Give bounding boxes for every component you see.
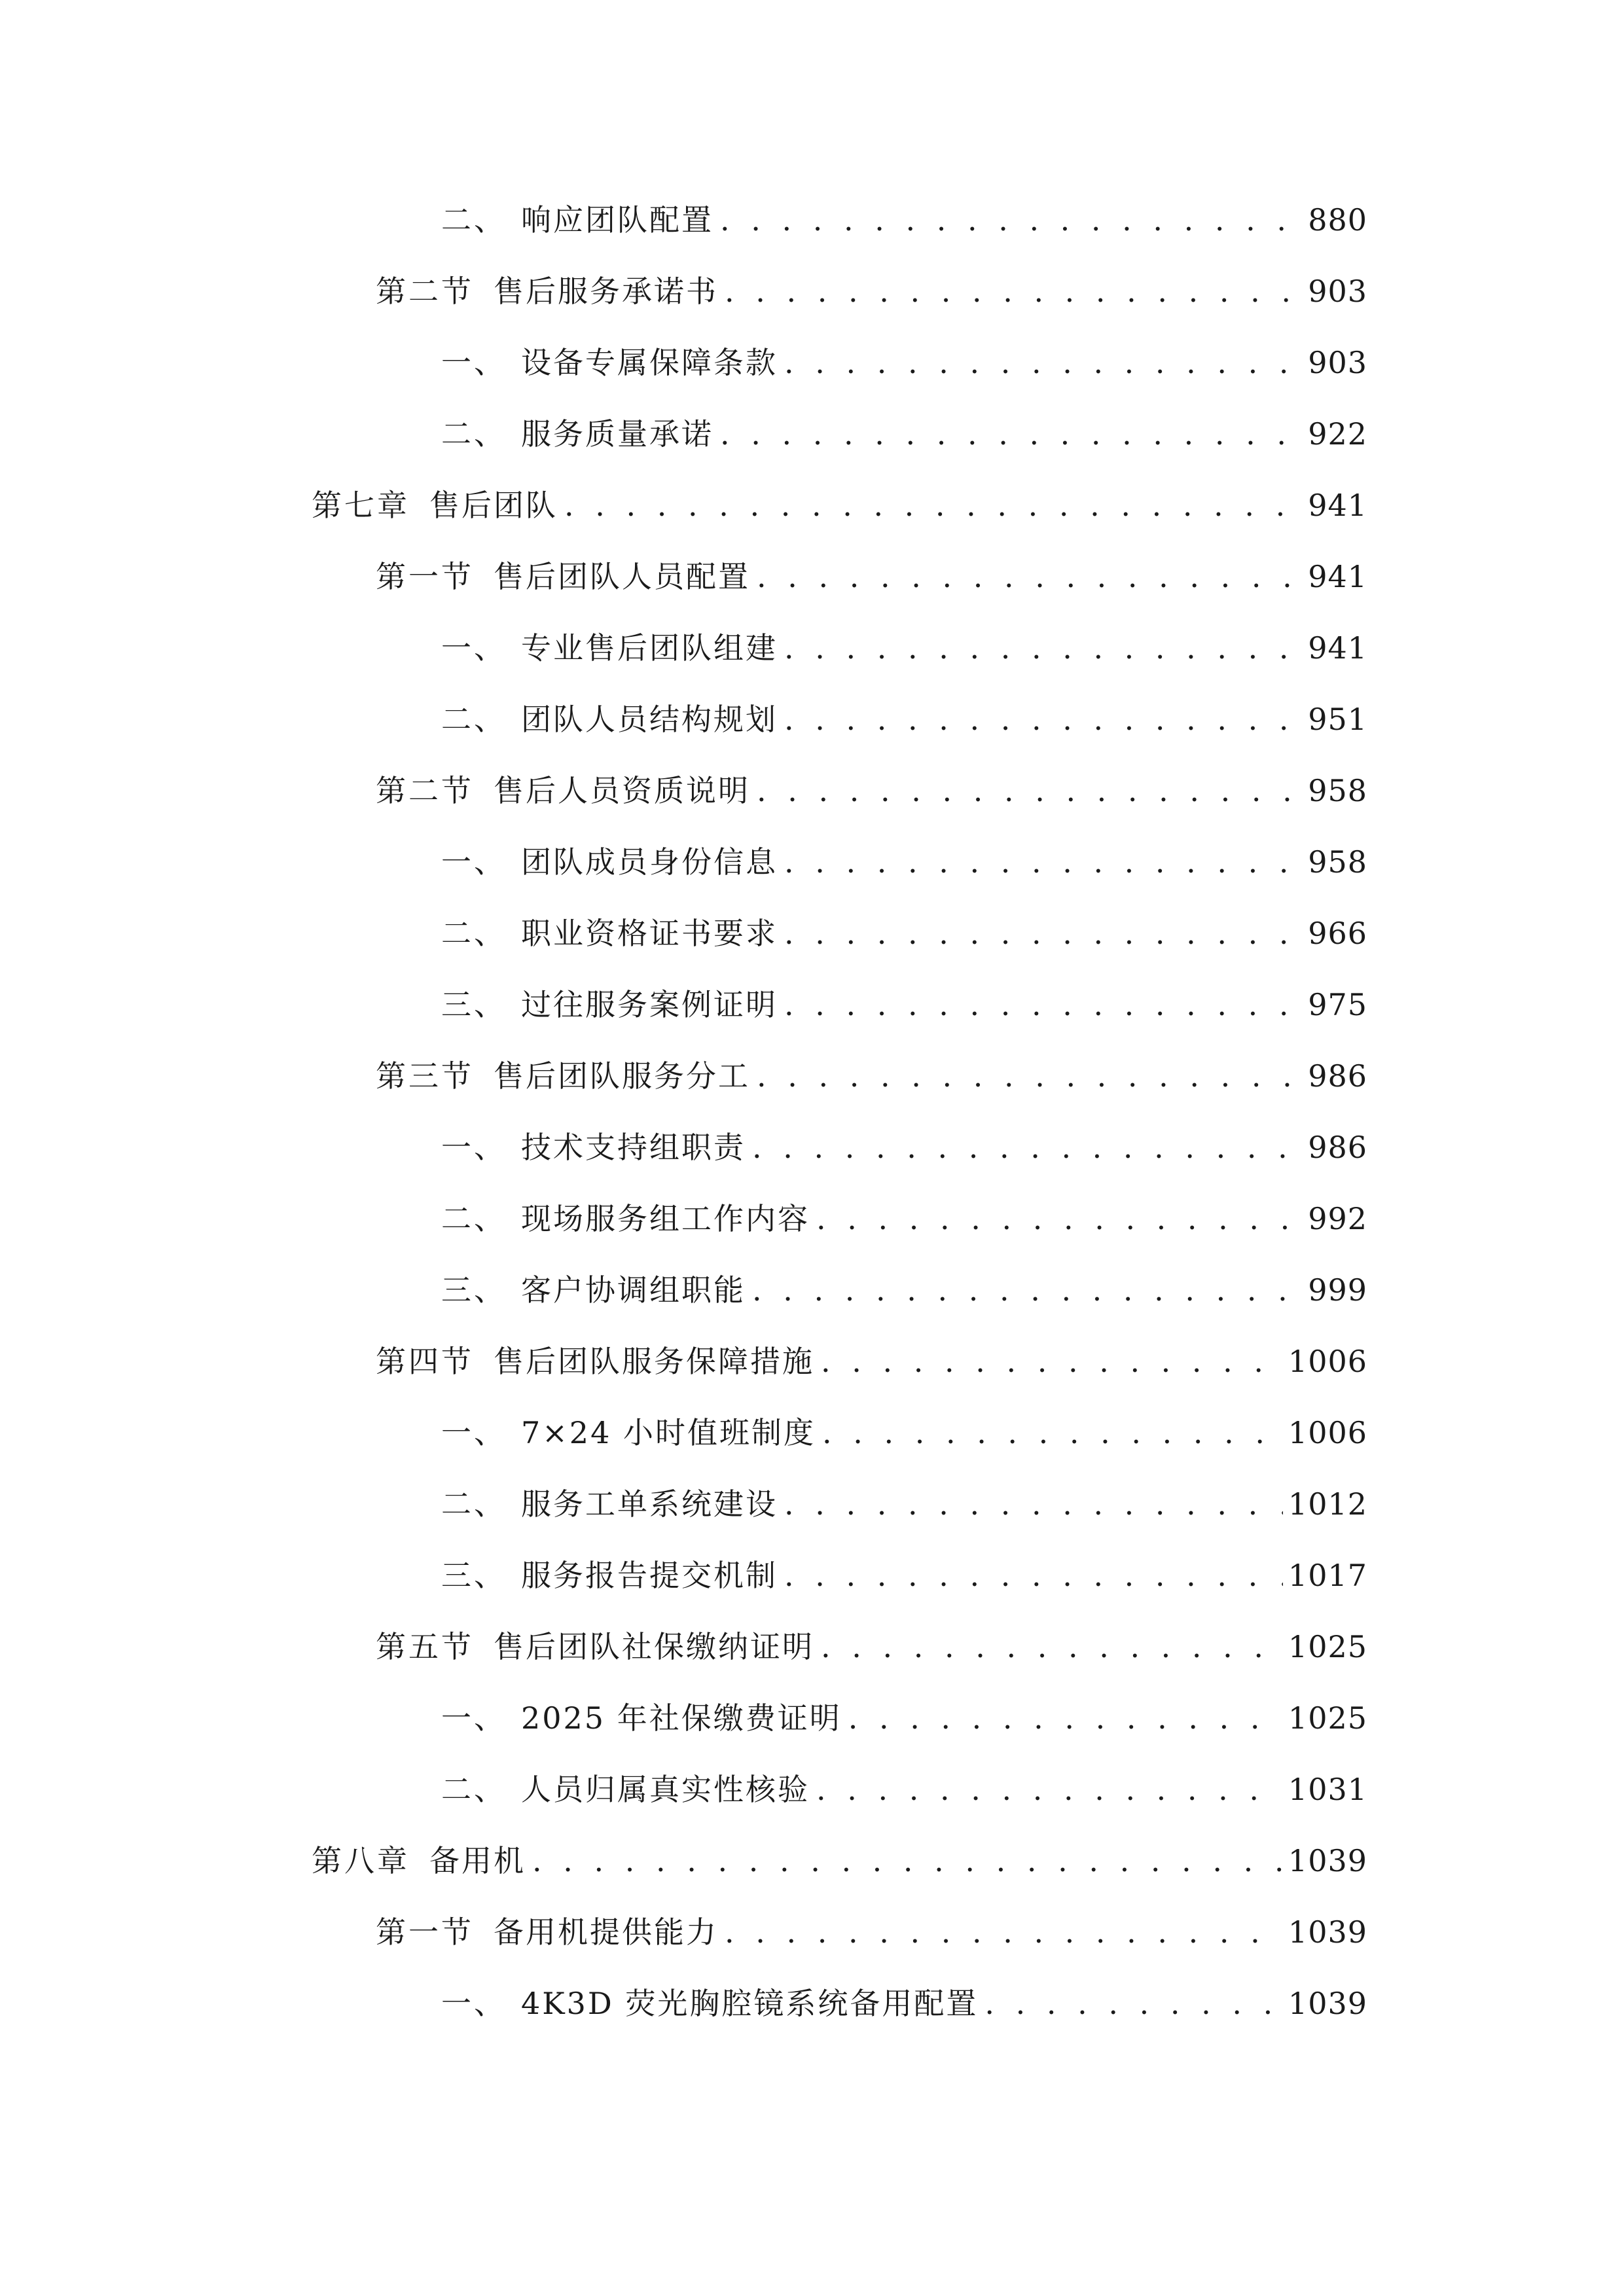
toc-entry-page: 1025 [1288,1629,1367,1664]
toc-entry-number: 二、 [441,1486,507,1522]
toc-entry-number: 第一节 [376,1914,474,1950]
toc-dot-leader [784,693,1303,745]
toc-entry[interactable] [0,1121,1624,1174]
toc-entry[interactable] [0,764,1624,817]
toc-entry-page: 1039 [1288,1843,1367,1878]
toc-entry-title: 备用机 [429,1843,526,1878]
toc-entry-page: 903 [1308,274,1367,309]
toc-entry-page: 1039 [1288,1986,1367,2021]
toc-entry-page: 1006 [1288,1344,1367,1379]
toc-entry-title: 过往服务案例证明 [521,987,778,1022]
toc-entry[interactable] [0,408,1624,460]
toc-entry-title: 客户协调组职能 [521,1272,746,1308]
toc-entry-title: 售后服务承诺书 [494,274,718,309]
toc-dot-leader [757,764,1303,817]
toc-entry-page: 941 [1308,630,1367,666]
toc-entry-number: 一、 [441,1700,507,1736]
toc-entry-number: 第一节 [376,559,474,594]
toc-entry-number: 一、 [441,630,507,666]
toc-entry-number: 一、 [441,844,507,880]
toc-entry[interactable] [0,1050,1624,1102]
toc-entry-title: 服务工单系统建设 [521,1486,778,1522]
toc-dot-leader [816,1763,1283,1816]
toc-entry-number: 一、 [441,1130,507,1165]
toc-entry-number: 第四节 [376,1344,474,1379]
toc-entry-title: 现场服务组工作内容 [521,1201,810,1236]
toc-dot-leader [752,1264,1303,1316]
toc-entry[interactable] [0,1763,1624,1816]
toc-entry[interactable] [0,1621,1624,1673]
toc-entry-page: 941 [1308,488,1367,523]
toc-entry-page: 1006 [1288,1415,1367,1450]
toc-entry-number: 三、 [441,987,507,1022]
toc-entry[interactable] [0,622,1624,674]
toc-entry-title: 设备专属保障条款 [521,345,778,380]
toc-entry[interactable] [0,978,1624,1031]
toc-entry-number: 一、 [441,1415,507,1450]
toc-dot-leader [757,1050,1303,1102]
toc-entry-title: 售后团队人员配置 [494,559,750,594]
toc-entry-number: 三、 [441,1272,507,1308]
toc-entry-title: 售后团队社保缴纳证明 [494,1629,814,1664]
toc-entry[interactable] [0,550,1624,603]
toc-entry-title: 响应团队配置 [521,202,713,238]
toc-entry-number: 三、 [441,1558,507,1593]
toc-dot-leader [720,408,1303,460]
toc-entry-page: 903 [1308,345,1367,380]
toc-entry-page: 951 [1308,702,1367,737]
toc-entry-title: 技术支持组职责 [521,1130,746,1165]
toc-entry[interactable] [0,1549,1624,1602]
toc-dot-leader [984,1977,1283,2030]
toc-entry[interactable] [0,479,1624,531]
toc-entry-page: 922 [1308,416,1367,452]
toc-entry-number: 第七章 [312,488,410,523]
toc-entry-title: 7×24 小时值班制度 [521,1415,816,1450]
toc-entry-page: 999 [1308,1272,1367,1308]
toc-dot-leader [725,1906,1283,1958]
toc-entry[interactable] [0,194,1624,246]
toc-dot-leader [564,479,1303,531]
toc-entry-number: 二、 [441,1772,507,1807]
toc-dot-leader [821,1335,1283,1388]
toc-entry-title: 人员归属真实性核验 [521,1772,810,1807]
toc-dot-leader [784,1549,1283,1602]
toc-dot-leader [720,194,1303,246]
toc-entry-page: 1039 [1288,1914,1367,1950]
toc-dot-leader [784,1478,1283,1530]
toc-dot-leader [816,1193,1303,1245]
toc-entry-page: 1031 [1288,1772,1367,1807]
toc-entry[interactable] [0,1835,1624,1887]
toc-entry-title: 4K3D 荧光胸腔镜系统备用配置 [521,1986,979,2021]
toc-entry-page: 992 [1308,1201,1367,1236]
toc-entry[interactable] [0,1193,1624,1245]
toc-entry-number: 第五节 [376,1629,474,1664]
toc-entry[interactable] [0,265,1624,317]
toc-entry-title: 团队人员结构规划 [521,702,778,737]
toc-entry[interactable] [0,1335,1624,1388]
toc-dot-leader [821,1621,1283,1673]
toc-entry-number: 一、 [441,345,507,380]
toc-entry[interactable] [0,336,1624,389]
toc-entry-page: 880 [1308,202,1367,238]
toc-dot-leader [784,978,1303,1031]
toc-entry-page: 1017 [1288,1558,1367,1593]
toc-entry[interactable] [0,836,1624,888]
toc-entry-title: 售后团队服务保障措施 [494,1344,814,1379]
toc-entry-number: 第三节 [376,1058,474,1094]
toc-dot-leader [822,1407,1283,1459]
toc-entry-number: 第二节 [376,274,474,309]
toc-entry-number: 二、 [441,1201,507,1236]
toc-entry[interactable] [0,1692,1624,1744]
toc-entry-page: 958 [1308,844,1367,880]
toc-entry[interactable] [0,907,1624,960]
toc-entry-page: 975 [1308,987,1367,1022]
toc-dot-leader [752,1121,1303,1174]
toc-dot-leader [848,1692,1283,1744]
toc-dot-leader [784,622,1303,674]
toc-dot-leader [725,265,1303,317]
toc-entry-number: 二、 [441,702,507,737]
toc-entry-number: 二、 [441,202,507,238]
toc-entry[interactable] [0,693,1624,745]
toc-entry[interactable] [0,1977,1624,2030]
toc-entry[interactable] [0,1407,1624,1459]
toc-entry-title: 服务质量承诺 [521,416,713,452]
toc-dot-leader [784,836,1303,888]
toc-entry-title: 职业资格证书要求 [521,916,778,951]
toc-entry-page: 1012 [1288,1486,1367,1522]
toc-entry-title: 2025 年社保缴费证明 [521,1700,842,1736]
toc-entry-page: 941 [1308,559,1367,594]
toc-entry-title: 售后人员资质说明 [494,773,750,808]
toc-entry-title: 团队成员身份信息 [521,844,778,880]
toc-entry[interactable] [0,1478,1624,1530]
toc-entry-title: 售后团队服务分工 [494,1058,750,1094]
toc-entry-title: 专业售后团队组建 [521,630,778,666]
toc-entry-title: 备用机提供能力 [494,1914,718,1950]
toc-dot-leader [784,907,1303,960]
toc-entry-page: 958 [1308,773,1367,808]
toc-entry-page: 986 [1308,1058,1367,1094]
toc-entry[interactable] [0,1264,1624,1316]
toc-entry-number: 二、 [441,916,507,951]
toc-entry-number: 一、 [441,1986,507,2021]
toc-entry-page: 986 [1308,1130,1367,1165]
toc-entry-number: 第二节 [376,773,474,808]
toc-dot-leader [757,550,1303,603]
toc-entry-number: 二、 [441,416,507,452]
toc-entry-title: 售后团队 [429,488,558,523]
toc-entry[interactable] [0,1906,1624,1958]
toc-dot-leader [532,1835,1283,1887]
toc-entry-page: 1025 [1288,1700,1367,1736]
toc-entry-number: 第八章 [312,1843,410,1878]
toc-dot-leader [784,336,1303,389]
toc-entry-title: 服务报告提交机制 [521,1558,778,1593]
toc-entry-page: 966 [1308,916,1367,951]
